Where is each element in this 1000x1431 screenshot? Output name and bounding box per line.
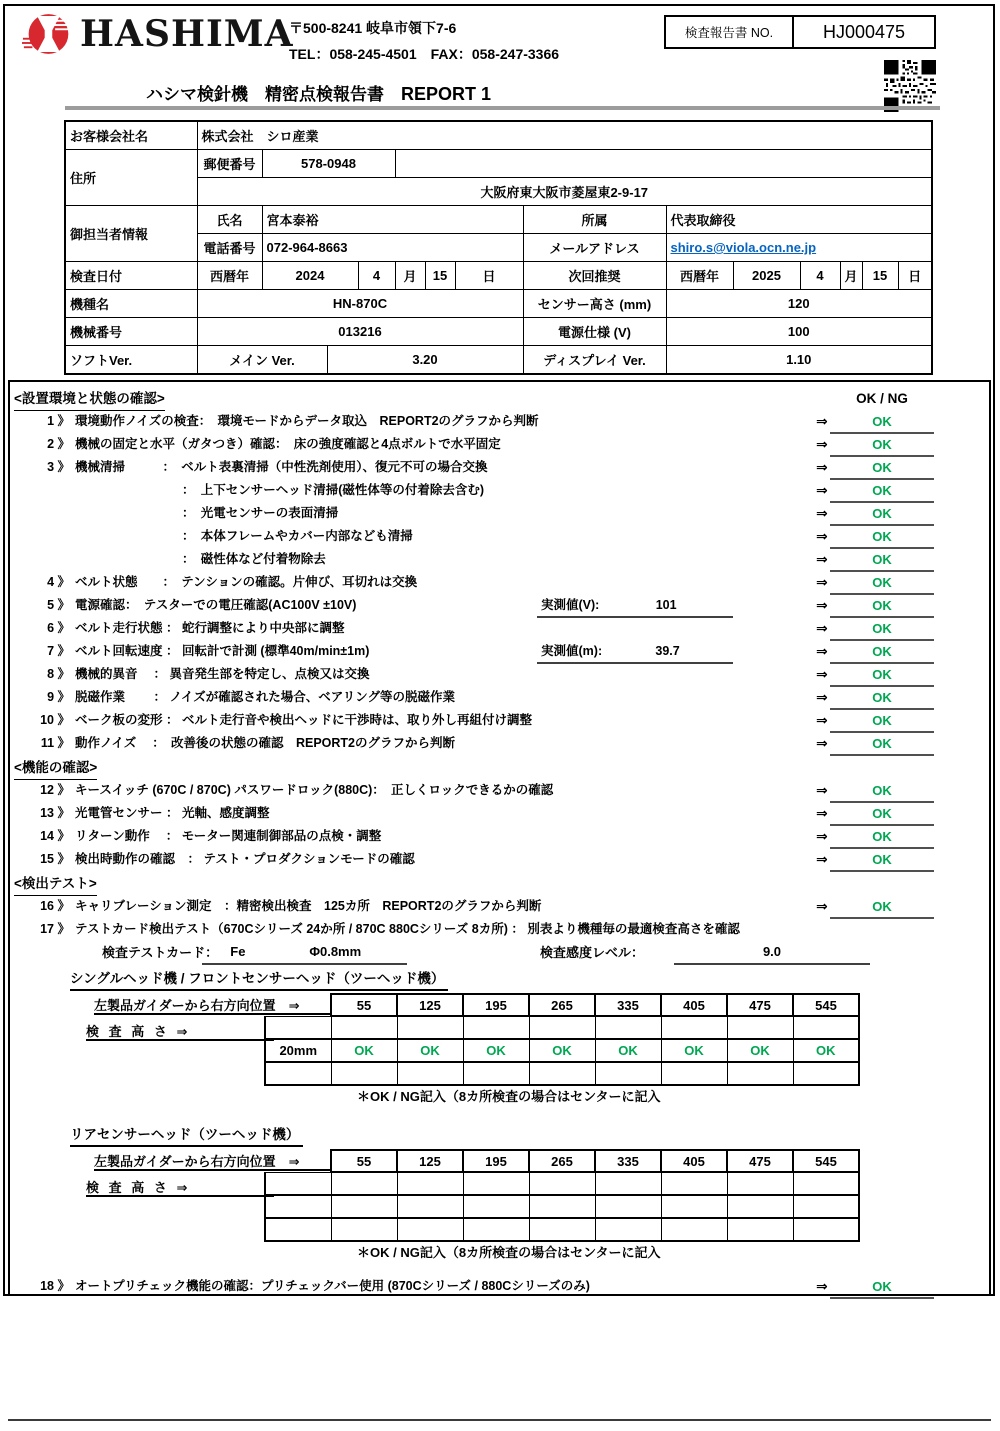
arrow-right-icon: ⇒: [816, 459, 828, 475]
customer-label: お客様会社名: [65, 121, 197, 150]
checklist-item-3d: [10, 525, 989, 548]
result-value: OK: [830, 826, 934, 849]
grid-col-header: 195: [463, 1150, 529, 1172]
next-era-label: 西暦年: [666, 262, 733, 290]
measured-value-field: [537, 595, 733, 618]
sensitivity-value: 9.0: [674, 941, 870, 965]
rear-head-subtitle: リアセンサーヘッド（ツーヘッド機）: [70, 1123, 303, 1147]
grid-cell: OK: [331, 1039, 397, 1062]
display-ver-value: 1.10: [666, 346, 932, 375]
postal-label: 郵便番号: [197, 150, 262, 178]
arrow-right-icon: ⇒: [816, 689, 828, 705]
hashima-mark-icon: [22, 10, 74, 58]
grid-row: [265, 1172, 859, 1195]
measured-value: 101: [655, 598, 677, 612]
grid-cell: [661, 1195, 727, 1218]
grid-cell: [331, 1016, 397, 1039]
item-number: 14 》: [40, 829, 70, 843]
ghost-cell: [265, 994, 331, 1016]
front-head-grid: [10, 993, 989, 1087]
grid-col-header: 545: [793, 1150, 859, 1172]
item-number: 4 》: [47, 575, 70, 589]
arrow-right-icon: ⇒: [816, 597, 828, 613]
ghost-cell: [265, 1150, 331, 1172]
grid-cell: [463, 1172, 529, 1195]
item-label: ： 磁性体など付着物除去: [182, 552, 326, 566]
next-month: 4: [800, 262, 840, 290]
contact-name: 宮本泰裕: [262, 206, 523, 234]
item-number: 8 》: [47, 667, 70, 681]
item-label: 電源確認： テスターでの電圧確認(AC100V ±10V): [75, 598, 357, 612]
grid-row: [265, 1016, 859, 1039]
checklist-item-3: [10, 456, 989, 479]
item-label: 環境動作ノイズの検査： 環境モードからデータ取込 REPORT2のグラフから判断: [75, 414, 539, 428]
checklist-box: [8, 380, 991, 1296]
result-value: OK: [830, 549, 934, 572]
result-value: OK: [830, 687, 934, 710]
arrow-right-icon: ⇒: [816, 643, 828, 659]
power-label: 電源仕様 (V): [523, 318, 666, 346]
grid-col-header: 475: [727, 994, 793, 1016]
grid-col-header: 55: [331, 1150, 397, 1172]
grid-cell: OK: [529, 1039, 595, 1062]
height-label: 検 査 高 さ ⇒: [86, 1021, 274, 1041]
result-value: OK: [830, 733, 934, 756]
grid-cell: [595, 1195, 661, 1218]
detection-table-rear: [264, 1149, 860, 1242]
arrow-right-icon: ⇒: [816, 436, 828, 452]
email-label: メールアドレス: [523, 234, 666, 262]
measured-value-label: 実測値(V):: [541, 598, 600, 612]
day-value: 15: [425, 262, 455, 290]
item-number: 7 》: [47, 644, 70, 658]
month-unit: 月: [395, 262, 425, 290]
grid-cell: [397, 1016, 463, 1039]
height-cell: [265, 1195, 331, 1218]
grid-col-header: 545: [793, 994, 859, 1016]
section-func-heading: [10, 757, 989, 779]
testcard-row: [10, 941, 989, 965]
checklist-item-2: [10, 433, 989, 456]
item-number: 12 》: [40, 783, 70, 797]
grid-row-20mm: [265, 1039, 859, 1062]
item-label: ベルト走行状態 ： 蛇行調整により中央部に調整: [75, 621, 345, 635]
page-title-jp: ハシマ検針機 精密点検報告書: [146, 85, 384, 104]
power-value: 100: [666, 318, 932, 346]
grid-cell: [529, 1218, 595, 1241]
next-day: 15: [862, 262, 898, 290]
contact-label: 御担当者情報: [65, 206, 197, 262]
height-label: 検 査 高 さ ⇒: [86, 1177, 274, 1197]
grid-cell: [529, 1016, 595, 1039]
result-value: OK: [830, 1276, 934, 1299]
grid-note: ＊OK / NG記入（8カ所検査の場合はセンターに記入: [357, 1245, 661, 1260]
brand-name: HASHIMA: [80, 13, 294, 55]
report-number-box: [664, 15, 936, 49]
section-test-title: <検出テスト>: [14, 873, 97, 896]
result-value: OK: [830, 849, 934, 872]
checklist-item-1: [10, 410, 989, 433]
table-row: [65, 346, 932, 375]
table-row: [65, 290, 932, 318]
grid-cell: [331, 1062, 397, 1085]
checklist-item-13: [10, 802, 989, 825]
grid-cell: [793, 1016, 859, 1039]
grid-cell: [529, 1195, 595, 1218]
rear-head-subtitle-row: [10, 1123, 989, 1147]
item-label: 機械的異音 ： 異音発生部を特定し、点検又は交換: [75, 667, 370, 681]
grid-cell: OK: [661, 1039, 727, 1062]
grid-cell: [595, 1218, 661, 1241]
grid-cell: [727, 1062, 793, 1085]
report-number-value: HJ000475: [822, 21, 906, 42]
grid-note: ＊OK / NG記入（8カ所検査の場合はセンターに記入: [357, 1089, 661, 1104]
grid-cell: OK: [463, 1039, 529, 1062]
item-label: ベーク板の変形 ： ベルト走行音や検出ヘッドに干渉時は、取り外し再組付け調整: [75, 713, 532, 727]
item-label: キャリブレーション測定 ：精密検出検査 125カ所 REPORT2のグラフから判断: [75, 899, 542, 913]
grid-cell: [595, 1172, 661, 1195]
item-label: 機械清掃 ： ベルト表裏清掃（中性洗剤使用）、復元不可の場合交換: [75, 460, 488, 474]
item-label: キースイッチ (670C / 870C) パスワードロック(880C)： 正しくロックできるかの確認: [75, 783, 554, 797]
grid-row: [265, 1062, 859, 1085]
position-label: 左製品ガイダーから右方向位置 ⇒: [94, 995, 332, 1015]
grid-cell: [463, 1218, 529, 1241]
arrow-right-icon: ⇒: [816, 574, 828, 590]
checklist-item-16: [10, 895, 989, 918]
qr-code: [884, 60, 936, 112]
next-month-unit: 月: [840, 262, 862, 290]
grid-cell: [727, 1195, 793, 1218]
next-year: 2025: [733, 262, 800, 290]
item-number: 13 》: [40, 806, 70, 820]
arrow-right-icon: ⇒: [816, 1278, 828, 1294]
section-env-heading: [10, 388, 989, 410]
customer-info-table: [64, 120, 933, 375]
height-cell: [265, 1218, 331, 1241]
checklist-item-17: [10, 918, 989, 941]
month-value: 4: [358, 262, 395, 290]
grid-cell: [463, 1016, 529, 1039]
result-value: OK: [830, 434, 934, 457]
item-number: 11 》: [40, 736, 70, 750]
grid-cell: [661, 1172, 727, 1195]
checklist-item-3e: [10, 548, 989, 571]
item-number: 2 》: [47, 437, 70, 451]
position-label: 左製品ガイダーから右方向位置 ⇒: [94, 1151, 332, 1171]
arrow-right-icon: ⇒: [816, 898, 828, 914]
checklist-item-9: [10, 686, 989, 709]
arrow-right-icon: ⇒: [816, 482, 828, 498]
grid-col-header: 405: [661, 994, 727, 1016]
result-value: OK: [830, 641, 934, 664]
checklist-item-15: [10, 848, 989, 871]
item-label: 検出時動作の確認 ： テスト・プロダクションモードの確認: [75, 852, 415, 866]
item-label: 光電管センサー ： 光軸、感度調整: [75, 806, 270, 820]
table-row: [65, 206, 932, 234]
measured-value: 39.7: [655, 644, 680, 658]
dept-value: 代表取締役: [666, 206, 932, 234]
height-cell: [265, 1172, 331, 1195]
grid-cell: [397, 1062, 463, 1085]
grid-cell: [661, 1062, 727, 1085]
grid-cell: [331, 1218, 397, 1241]
item-label: オートプリチェック機能の確認：プリチェックバー使用 (870Cシリーズ / 880Cシリーズのみ): [75, 1279, 590, 1293]
grid-cell: OK: [397, 1039, 463, 1062]
name-label: 氏名: [197, 206, 262, 234]
checklist-item-11: [10, 732, 989, 755]
title-divider: [65, 106, 940, 110]
arrow-right-icon: ⇒: [816, 666, 828, 682]
section-env-title: <設置環境と状態の確認>: [14, 388, 165, 411]
arrow-right-icon: ⇒: [816, 413, 828, 429]
detection-table-front: [264, 993, 860, 1086]
grid-col-header: 125: [397, 1150, 463, 1172]
result-value: OK: [830, 503, 934, 526]
grid-cell: [463, 1195, 529, 1218]
grid-cell: [793, 1172, 859, 1195]
item-number: 10 》: [40, 713, 70, 727]
serial-value: 013216: [197, 318, 523, 346]
item-label: 動作ノイズ ： 改善後の状態の確認 REPORT2のグラフから判断: [75, 736, 456, 750]
arrow-right-icon: ⇒: [816, 551, 828, 567]
grid-cell: [397, 1218, 463, 1241]
okng-column-header: OK / NG: [856, 391, 908, 406]
item-number: 6 》: [47, 621, 70, 635]
report-number-label: 検査報告書 NO.: [666, 17, 794, 47]
height-cell: [265, 1062, 331, 1085]
arrow-right-icon: ⇒: [816, 828, 828, 844]
day-unit: 日: [455, 262, 523, 290]
arrow-right-icon: ⇒: [816, 851, 828, 867]
postal-code: 578-0948: [262, 150, 395, 178]
checklist-item-4: [10, 571, 989, 594]
grid-cell: [793, 1062, 859, 1085]
result-value: OK: [830, 664, 934, 687]
result-value: OK: [830, 457, 934, 480]
sensitivity-label: 検査感度レベル：: [540, 945, 645, 960]
email-link[interactable]: shiro.s@viola.ocn.ne.jp: [670, 240, 817, 255]
checklist-item-10: [10, 709, 989, 732]
grid-cell: [661, 1218, 727, 1241]
footer-rule: [8, 1419, 991, 1421]
checklist-item-18: [10, 1275, 989, 1298]
item-number: 18 》: [40, 1279, 70, 1293]
height-cell: [265, 1016, 331, 1039]
page-title-report: REPORT 1: [401, 84, 492, 104]
grid-cell: [397, 1172, 463, 1195]
main-ver-label: メイン Ver.: [197, 346, 327, 375]
grid-cell: [727, 1016, 793, 1039]
grid-cell: [529, 1172, 595, 1195]
checklist-item-12: [10, 779, 989, 802]
dept-label: 所属: [523, 206, 666, 234]
item-label: 機械の固定と水平（ガタつき）確認： 床の強度確認と4点ボルトで水平固定: [75, 437, 501, 451]
address-value: 大阪府東大阪市菱屋東2-9-17: [197, 178, 932, 206]
table-row: [65, 121, 932, 150]
grid-cell: [727, 1172, 793, 1195]
checklist-item-14: [10, 825, 989, 848]
arrow-right-icon: ⇒: [816, 735, 828, 751]
grid-cell: [463, 1062, 529, 1085]
next-day-unit: 日: [898, 262, 932, 290]
checklist-item-3b: [10, 479, 989, 502]
grid-cell: [661, 1016, 727, 1039]
item-label: 脱磁作業 ： ノイズが確認された場合、ベアリング等の脱磁作業: [75, 690, 455, 704]
section-test-heading: [10, 873, 989, 895]
display-ver-label: ディスプレイ Ver.: [523, 346, 666, 375]
item-number: 16 》: [40, 899, 70, 913]
grid-row: [265, 1195, 859, 1218]
grid-cell: [595, 1062, 661, 1085]
arrow-right-icon: ⇒: [816, 805, 828, 821]
grid-cell: [397, 1195, 463, 1218]
hashima-logo: [22, 10, 294, 58]
result-value: OK: [830, 595, 934, 618]
table-row: [65, 150, 932, 178]
grid-cell: OK: [727, 1039, 793, 1062]
item-label: ： 光電センサーの表面清掃: [182, 506, 339, 520]
arrow-right-icon: ⇒: [816, 620, 828, 636]
main-ver-value: 3.20: [327, 346, 523, 375]
email-cell: [666, 234, 932, 262]
grid-col-header: 265: [529, 994, 595, 1016]
checklist-item-7: [10, 640, 989, 663]
item-label: ： 本体フレームやカバー内部なども清掃: [182, 529, 413, 543]
grid-cell: [529, 1062, 595, 1085]
item-number: 15 》: [40, 852, 70, 866]
checklist-item-3c: [10, 502, 989, 525]
model-value: HN-870C: [197, 290, 523, 318]
item-label: リターン動作 ： モーター関連制御部品の点検・調整: [75, 829, 382, 843]
measured-value-label: 実測値(m):: [541, 644, 603, 658]
grid-col-header: 405: [661, 1150, 727, 1172]
grid-col-header: 125: [397, 994, 463, 1016]
model-label: 機種名: [65, 290, 197, 318]
item-label: テストカード検出テスト（670Cシリーズ 24か所 / 870C 880Cシリーズ 8カ所) ： 別表より機種毎の最適検査高さを確認: [75, 922, 740, 936]
customer-name: 株式会社 シロ産業: [197, 121, 932, 150]
result-value: OK: [830, 618, 934, 641]
item-number: 1 》: [47, 414, 70, 428]
phone-label: 電話番号: [197, 234, 262, 262]
grid-cell: [793, 1195, 859, 1218]
table-row: [65, 318, 932, 346]
item-number: 5 》: [47, 598, 70, 612]
item-label: ： 上下センサーヘッド清掃(磁性体等の付着除去含む): [182, 483, 485, 497]
grid-col-header: 475: [727, 1150, 793, 1172]
company-address: 〒500-8241 岐阜市領下7-6: [289, 20, 457, 36]
front-head-subtitle-row: [10, 967, 989, 991]
grid-row: [265, 1218, 859, 1241]
serial-label: 機械番号: [65, 318, 197, 346]
item-label: ベルト状態 ： テンションの確認。片伸び、耳切れは交換: [75, 575, 418, 589]
grid-col-header: 265: [529, 1150, 595, 1172]
soft-ver-label: ソフトVer.: [65, 346, 197, 375]
arrow-right-icon: ⇒: [816, 528, 828, 544]
result-value: OK: [830, 480, 934, 503]
company-tel-fax: TEL：058-245-4501 FAX：058-247-3366: [289, 46, 560, 62]
item-number: 3 》: [47, 460, 70, 474]
era-label: 西暦年: [197, 262, 262, 290]
grid-col-header: 335: [595, 1150, 661, 1172]
measured-value-field: [537, 641, 733, 664]
rear-head-grid: [10, 1149, 989, 1243]
grid-cell: [331, 1195, 397, 1218]
item-number: 9 》: [47, 690, 70, 704]
address-label: 住所: [65, 150, 197, 206]
sensor-height-value: 120: [666, 290, 932, 318]
testcard-size: Φ0.8mm: [309, 944, 362, 959]
grid-cell: OK: [793, 1039, 859, 1062]
result-value: OK: [830, 572, 934, 595]
year-value: 2024: [262, 262, 358, 290]
grid-cell: [727, 1218, 793, 1241]
grid-col-header: 195: [463, 994, 529, 1016]
next-label: 次回推奨: [523, 262, 666, 290]
item-number: 17 》: [40, 922, 70, 936]
section-func-title: <機能の確認>: [14, 757, 97, 780]
checklist-item-8: [10, 663, 989, 686]
result-value: OK: [830, 526, 934, 549]
item-label: ベルト回転速度 ： 回転計で計測 (標準40m/min±1m): [75, 644, 370, 658]
arrow-right-icon: ⇒: [816, 505, 828, 521]
grid-cell: [595, 1016, 661, 1039]
result-value: OK: [830, 803, 934, 826]
table-row: [65, 262, 932, 290]
arrow-right-icon: ⇒: [816, 712, 828, 728]
grid-col-header: 55: [331, 994, 397, 1016]
empty-cell: [395, 150, 932, 178]
grid-cell: OK: [595, 1039, 661, 1062]
checklist-item-6: [10, 617, 989, 640]
grid-header-row: [265, 1150, 859, 1172]
result-value: OK: [830, 780, 934, 803]
result-value: OK: [830, 710, 934, 733]
testcard-material: Fe: [230, 944, 246, 959]
arrow-right-icon: ⇒: [816, 782, 828, 798]
sensor-height-label: センサー高さ (mm): [523, 290, 666, 318]
grid-col-header: 335: [595, 994, 661, 1016]
checklist-item-5: [10, 594, 989, 617]
height-cell: 20mm: [265, 1039, 331, 1062]
result-value: OK: [830, 411, 934, 434]
grid-cell: [793, 1218, 859, 1241]
result-value: OK: [830, 896, 934, 919]
date-label: 検査日付: [65, 262, 197, 290]
testcard-label: 検査テストカード：: [102, 945, 219, 960]
grid-header-row: [265, 994, 859, 1016]
testcard-values: [202, 941, 407, 965]
phone-value: 072-964-8663: [262, 234, 523, 262]
grid-cell: [331, 1172, 397, 1195]
front-head-subtitle: シングルヘッド機 / フロントセンサーヘッド（ツーヘッド機）: [70, 967, 448, 991]
